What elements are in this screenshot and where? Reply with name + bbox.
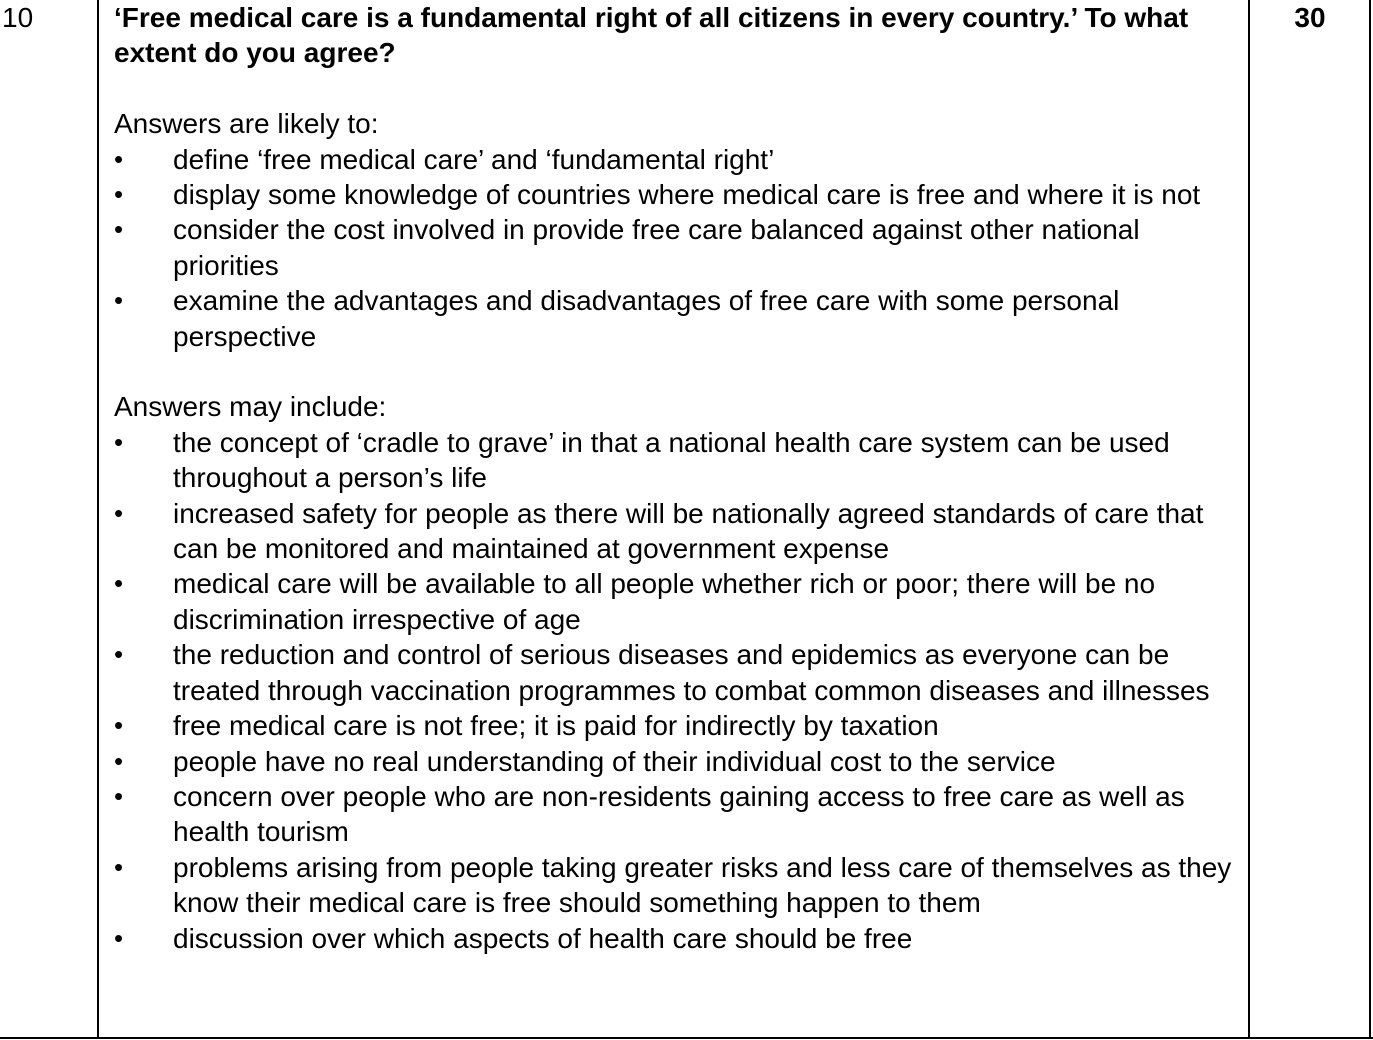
list-item xyxy=(114,566,1239,637)
bullet-icon: • xyxy=(114,922,124,953)
bullet-icon: • xyxy=(114,214,124,245)
marks-value: 30 xyxy=(1294,2,1326,33)
list-item xyxy=(114,744,1239,779)
list-item xyxy=(114,496,1239,567)
question-text: ‘Free medical care is a fundamental right of all citizens in every country.’ To what extent do you agree? xyxy=(114,2,1189,69)
spacer xyxy=(114,71,1239,106)
likely-list xyxy=(114,142,1239,354)
bullet-icon: • xyxy=(114,426,124,457)
list-item-text: discussion over which aspects of health care should be free xyxy=(173,922,913,954)
list-item-text: display some knowledge of countries where medical care is free and where it is not xyxy=(173,179,1201,211)
may-include-heading: Answers may include: xyxy=(114,391,387,423)
bullet-icon: • xyxy=(114,568,124,599)
list-item-text: people have no real understanding of their individual cost to the service xyxy=(173,745,1056,777)
list-item-text: increased safety for people as there will be nationally agreed standards of care that can be monitored and maintained at government expense xyxy=(173,497,1204,565)
bullet-icon: • xyxy=(114,780,124,811)
list-item-text: consider the cost involved in provide free care balanced against other national priorities xyxy=(173,214,1140,281)
list-item xyxy=(114,283,1239,354)
bullet-icon: • xyxy=(114,745,124,776)
list-item-text: define ‘free medical care’ and ‘fundamental right’ xyxy=(173,143,775,175)
list-item-text: concern over people who are non-residents gaining access to free care as well as health tourism xyxy=(173,780,1185,848)
list-item xyxy=(114,850,1239,921)
bullet-icon: • xyxy=(114,143,124,174)
list-item-text: medical care will be available to all people whether rich or poor; there will be no discrimination irrespective of age xyxy=(173,568,1156,635)
list-item-text: examine the advantages and disadvantages of free care with some personal perspective xyxy=(173,285,1120,352)
likely-heading: Answers are likely to: xyxy=(114,108,379,140)
list-item xyxy=(114,212,1239,283)
list-item xyxy=(114,425,1239,496)
question-number: 10 xyxy=(2,2,34,33)
column-divider-2 xyxy=(1248,0,1250,1038)
list-item-text: the reduction and control of serious diseases and epidemics as everyone can be treated through vaccination programmes to combat common diseases and illnesses xyxy=(173,639,1210,706)
guidance-cell xyxy=(114,0,1239,956)
list-item xyxy=(114,708,1239,743)
bullet-icon: • xyxy=(114,179,124,210)
list-item xyxy=(114,779,1239,850)
column-divider-1 xyxy=(97,0,99,1038)
bullet-icon: • xyxy=(114,285,124,316)
bullet-icon: • xyxy=(114,497,124,528)
list-item xyxy=(114,142,1239,177)
list-item-text: problems arising from people taking greater risks and less care of themselves as they know their medical care is free should something happen to them xyxy=(173,851,1232,919)
list-item xyxy=(114,921,1239,956)
list-item xyxy=(114,637,1239,708)
list-item-text: the concept of ‘cradle to grave’ in that a national health care system can be used throughout a person’s life xyxy=(173,426,1170,494)
list-item xyxy=(114,177,1239,212)
table-right-border xyxy=(1369,0,1371,1038)
spacer xyxy=(114,354,1239,389)
list-item-text: free medical care is not free; it is paid for indirectly by taxation xyxy=(173,710,939,742)
bullet-icon: • xyxy=(114,710,124,741)
table-bottom-border xyxy=(0,1037,1373,1039)
bullet-icon: • xyxy=(114,639,124,670)
bullet-icon: • xyxy=(114,851,124,882)
may-include-list xyxy=(114,425,1239,956)
